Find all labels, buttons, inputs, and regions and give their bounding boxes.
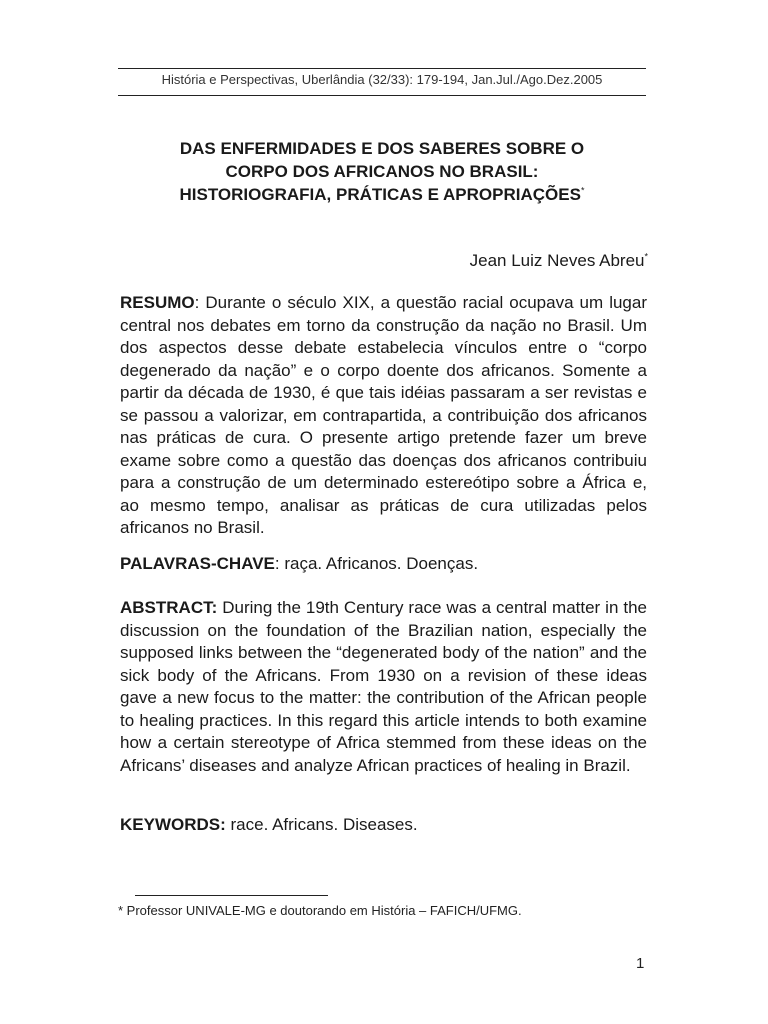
journal-header: História e Perspectivas, Uberlândia (32/33): 179-194, Jan.Jul./Ago.Dez.2005 [161, 72, 603, 87]
title-line-2: CORPO DOS AFRICANOS NO BRASIL: [225, 162, 539, 181]
palavras-chave-text: : raça. Africanos. Doenças. [274, 554, 479, 573]
author-name-text: Jean Luiz Neves Abreu [469, 251, 645, 270]
abstract-paragraph [120, 597, 647, 777]
keywords-label: KEYWORDS: [120, 815, 226, 834]
title-line-3 [118, 183, 646, 206]
keywords-paragraph [120, 814, 647, 837]
resumo-paragraph [120, 292, 647, 540]
palavras-chave-label: PALAVRAS-CHAVE [120, 554, 275, 573]
footnote-divider [135, 895, 328, 896]
journal-header-block [118, 68, 646, 96]
resumo-text: : Durante o século XIX, a questão racial ocupava um lugar central nos debates em torno da construção da nação no Brasil. Um dos aspectos desse debate estabelecia vínculos entre o “corpo degenerado da nação” e o corpo doente dos africanos. Somente a partir da década de 1930, é que tais idéias passaram a ser revistas e se passou a valorizar, em contrapartida, a contribuição dos africanos nas práticas de cura. O presente artigo pretende fazer um breve exame sobre como a questão das doenças dos africanos contribuiu para a construção de um determinado estereótipo sobre a África e, ao mesmo tempo, analisar as práticas de cura utilizadas pelos africanos no Brasil. [120, 293, 647, 537]
footnote: * Professor UNIVALE-MG e doutorando em História – FAFICH/UFMG. [118, 903, 522, 918]
palavras-chave-paragraph [120, 553, 647, 576]
abstract-text: During the 19th Century race was a central matter in the discussion on the foundation of the Brazilian nation, especially the supposed links between the “degenerated body of the nation” and the sick body of the Africans. From 1930 on a revision of these ideas gave a new focus to the matter: the contribution of the African people to healing practices. In this regard this article intends to both examine how a certain stereotype of Africa stemmed from these ideas on the Africans’ diseases and analyze African practices of healing in Brazil. [120, 598, 647, 775]
article-title [118, 137, 646, 206]
title-footnote-mark: * [580, 185, 585, 196]
title-line-3-text: HISTORIOGRAFIA, PRÁTICAS E APROPRIAÇÕES [179, 185, 581, 204]
abstract-label: ABSTRACT: [120, 598, 218, 617]
resumo-label: RESUMO [120, 293, 195, 312]
author-name [470, 251, 648, 271]
page-number: 1 [636, 955, 645, 972]
keywords-text: race. Africans. Diseases. [225, 815, 418, 834]
title-line-1: DAS ENFERMIDADES E DOS SABERES SOBRE O [179, 139, 585, 158]
author-footnote-mark: * [644, 251, 648, 262]
